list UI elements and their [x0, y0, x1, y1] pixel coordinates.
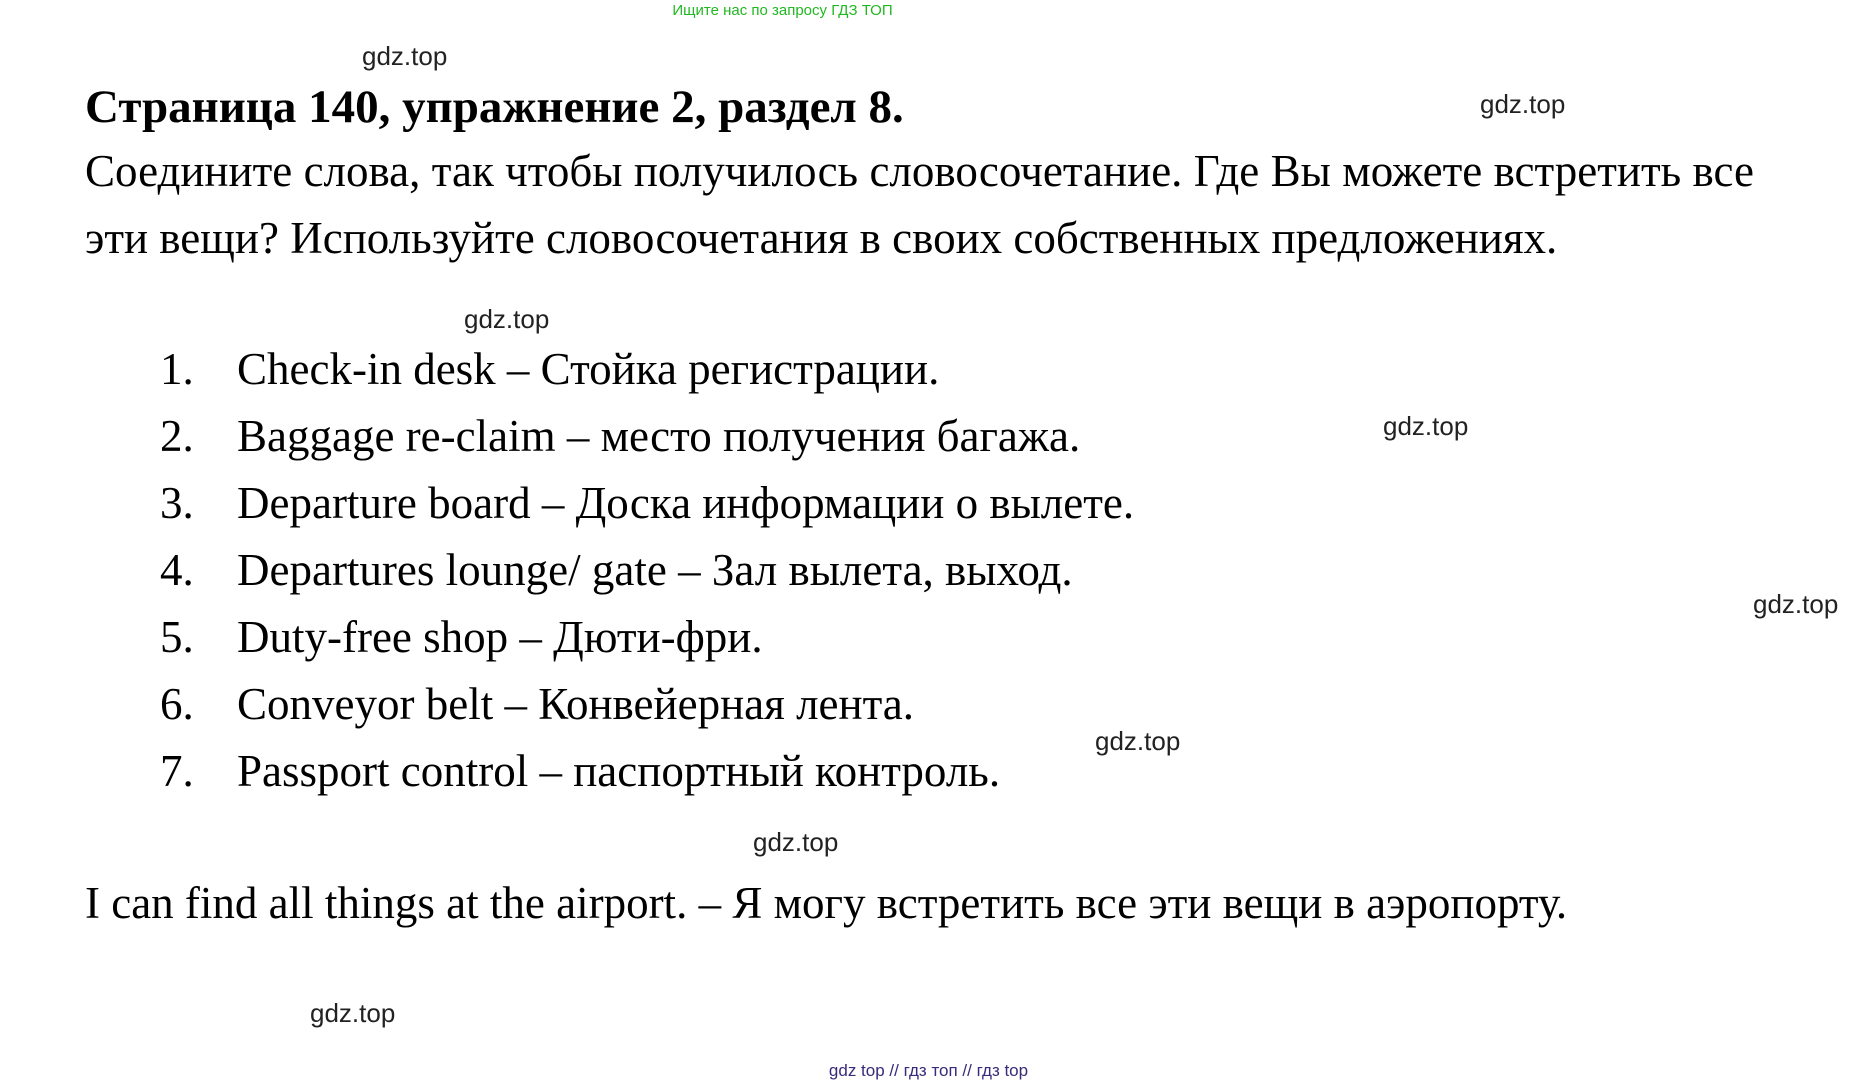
list-item: [160, 604, 1134, 671]
watermark: gdz.top: [1753, 589, 1839, 619]
list-item: [160, 671, 1134, 738]
item-number: 7.: [160, 746, 194, 796]
item-number: 3.: [160, 478, 194, 528]
task-text: Соедините слова, так чтобы получилось словосочетание. Где Вы можете встретить все эти вещи? Используйте словосочетания в своих собственных предложениях.: [85, 146, 1754, 263]
list-item: [160, 403, 1134, 470]
list-item: [160, 470, 1134, 537]
item-text: Duty-free shop – Дюти-фри.: [237, 612, 763, 662]
watermark: gdz.top: [1383, 411, 1469, 441]
item-number: 1.: [160, 344, 194, 394]
item-text: Baggage re-claim – место получения багажа.: [237, 411, 1081, 461]
item-text: Check-in desk – Стойка регистрации.: [237, 344, 940, 394]
item-text: Conveyor belt – Конвейерная лента.: [237, 679, 915, 729]
item-number: 2.: [160, 411, 194, 461]
watermark: gdz.top: [753, 827, 839, 857]
watermark: gdz.top: [310, 998, 396, 1028]
item-text: Departure board – Доска информации о вылете.: [237, 478, 1135, 528]
watermark: gdz.top: [362, 41, 448, 71]
watermark: gdz.top: [464, 304, 550, 334]
watermark: gdz.top: [1480, 89, 1566, 119]
list-item: [160, 738, 1134, 805]
item-text: Passport control – паспортный контроль.: [237, 746, 1001, 796]
list-item: [160, 537, 1134, 604]
search-hint-banner: Ищите нас по запросу ГДЗ ТОП: [672, 2, 893, 19]
item-number: 5.: [160, 612, 194, 662]
answer-list: [160, 336, 1134, 805]
item-number: 6.: [160, 679, 194, 729]
item-number: 4.: [160, 545, 194, 595]
item-text: Departures lounge/ gate – Зал вылета, выход.: [237, 545, 1073, 595]
watermark: gdz.top: [1095, 726, 1181, 756]
list-item: [160, 336, 1134, 403]
footer-links: gdz top // гдз топ // гдз top: [828, 1061, 1029, 1080]
answer-text: I can find all things at the airport. – Я могу встретить все эти вещи в аэропорту.: [85, 878, 1568, 928]
page-heading: Страница 140, упражнение 2, раздел 8.: [85, 81, 904, 133]
